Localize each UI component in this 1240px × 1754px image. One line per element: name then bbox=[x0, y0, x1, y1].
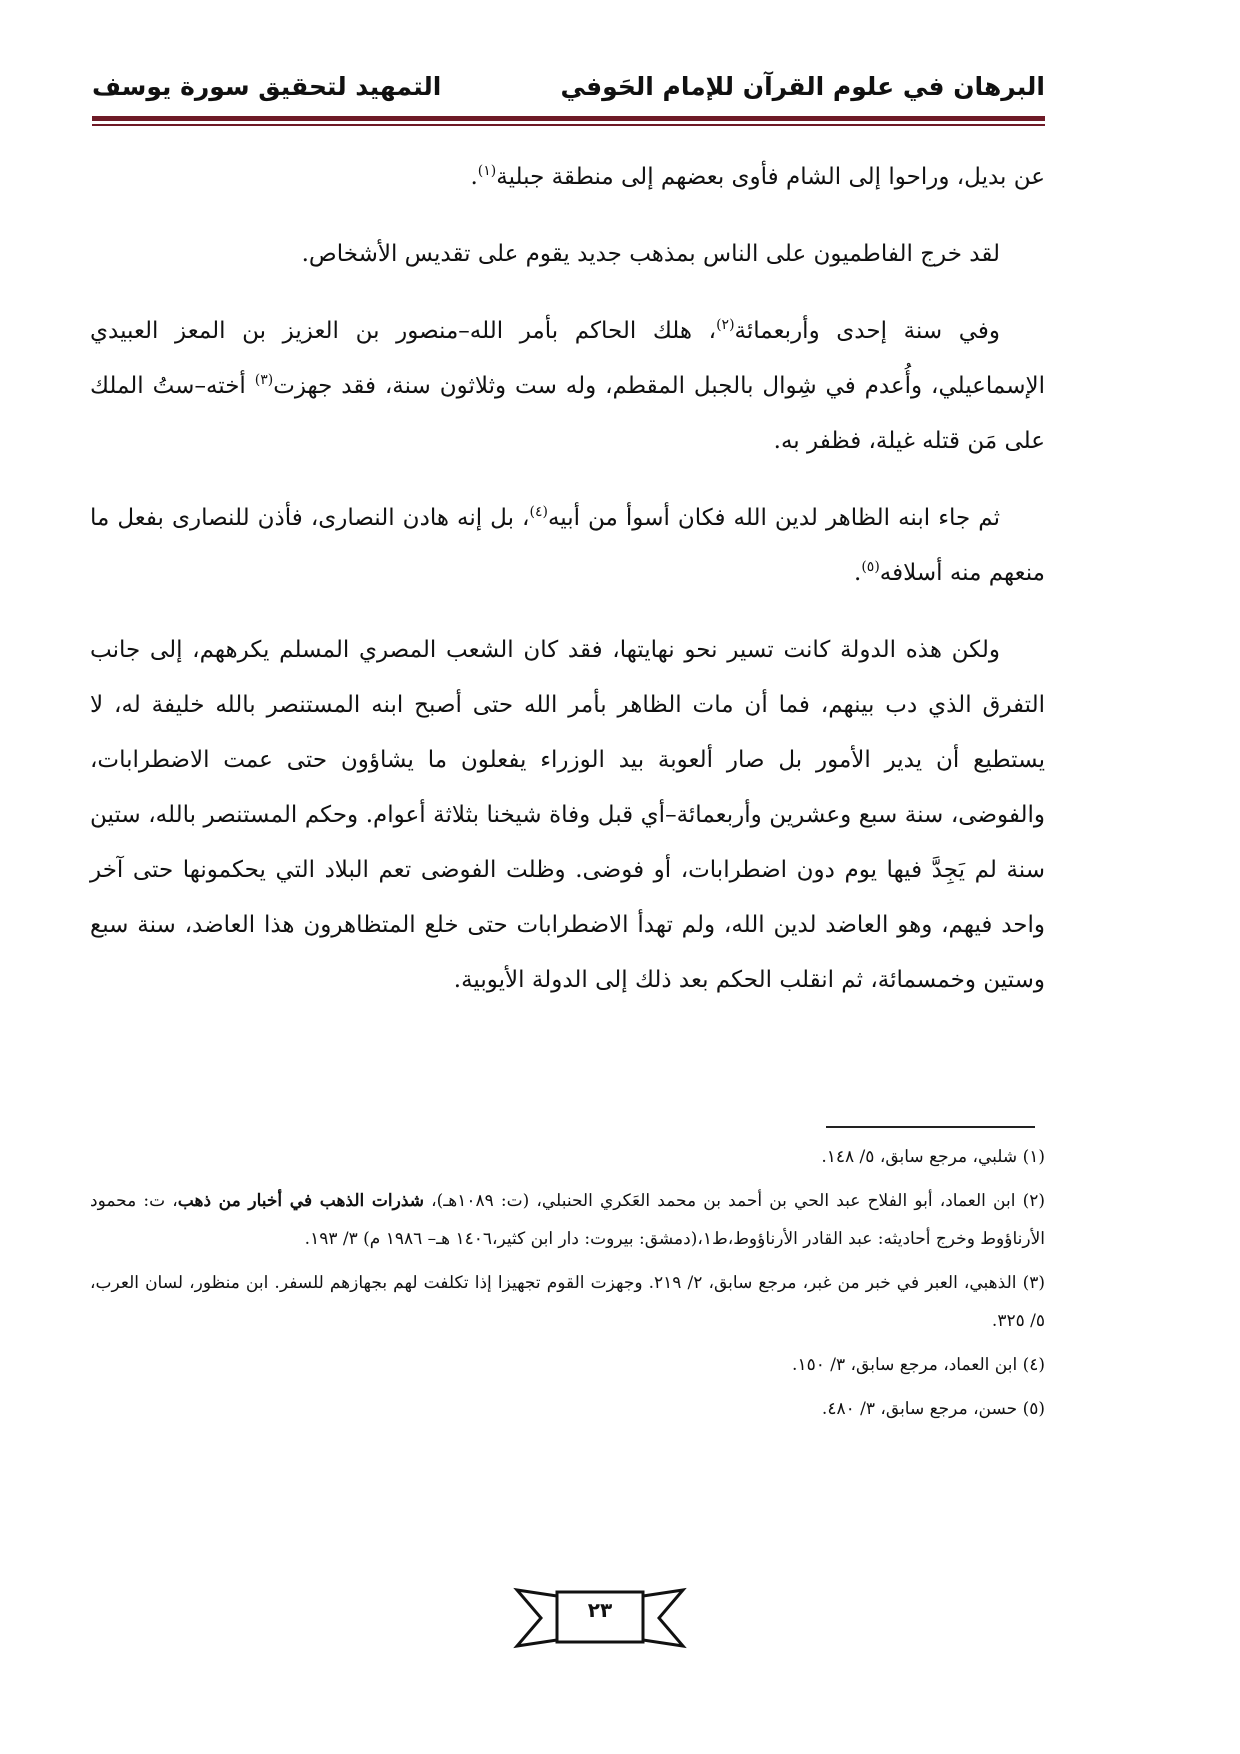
paragraph-2: لقد خرج الفاطميون على الناس بمذهب جديد يقوم على تقديس الأشخاص. bbox=[301, 241, 1000, 267]
footnote-5: (٥) حسن، مرجع سابق، ٣/ ٤٨٠. bbox=[821, 1399, 1045, 1419]
footnote-ref[interactable]: (٤) bbox=[529, 504, 548, 520]
book-title: البرهان في علوم القرآن للإمام الحَوفي bbox=[560, 72, 1045, 101]
header-rule-thin bbox=[92, 124, 1045, 126]
footnote-ref[interactable]: (٥) bbox=[861, 559, 880, 575]
paragraph-1: عن بديل، وراحوا إلى الشام فأوى بعضهم إلى منطقة جبلية$^{(١)}$. bbox=[470, 163, 1045, 190]
page-number-ornament bbox=[505, 1582, 695, 1654]
running-header bbox=[92, 70, 1045, 114]
page-number: ٢٣ bbox=[587, 1598, 613, 1622]
paragraph-4: ثم جاء ابنه الظاهر لدين الله فكان أسوأ من أبيه$^{(٤)}$، بل إنه هادن النصارى، فأذن للنصارى بفعل ما منعهم منه أسلافه$^{(٥)}$. bbox=[90, 504, 1045, 586]
footnote-ref[interactable]: (٢) bbox=[716, 317, 735, 333]
footnote-ref[interactable]: (٣) bbox=[254, 372, 274, 388]
footnote-3: (٣) الذهبي، العبر في خبر من غبر، مرجع سابق، ٢/ ٢١٩. وجهزت القوم تجهيزا إذا تكلفت لهم بجهازهم للسفر. ابن منظور، لسان العرب، ٥/ ٣٢٥. bbox=[90, 1273, 1045, 1331]
footnote-2: (٢) ابن العماد، أبو الفلاح عبد الحي بن أحمد بن محمد العَكري الحنبلي، (ت: ١٠٨٩هـ)، شذرات الذهب في أخبار من ذهب، ت: محمود الأرناؤوط وخرج أحاديثه: عبد القادر الأرناؤوط،ط١،(دمشق: بيروت: دار ابن كثير،١٤٠٦ هـ– ١٩٨٦ م) ٣/ ١٩٣. bbox=[90, 1191, 1045, 1249]
footnote-separator bbox=[826, 1126, 1035, 1128]
section-title: التمهيد لتحقيق سورة يوسف bbox=[92, 72, 442, 101]
footnote-ref[interactable]: (١) bbox=[477, 163, 497, 179]
footnote-1: (١) شلبي، مرجع سابق، ٥/ ١٤٨. bbox=[821, 1147, 1045, 1167]
main-text bbox=[90, 150, 1045, 1008]
footnotes bbox=[90, 1138, 1045, 1434]
paragraph-3: وفي سنة إحدى وأربعمائة$^{(٢)}$، هلك الحاكم بأمر الله–منصور بن العزيز بن المعز العبيدي الإسماعيلي، وأُعدم في شِوال بالجبل المقطم، وله ست وثلاثون سنة، فقد جهزت$^{(٣)}$ أخته–ستُ الملك على مَن قتله غيلة، فظفر به. bbox=[90, 317, 1045, 454]
paragraph-5: ولكن هذه الدولة كانت تسير نحو نهايتها، فقد كان الشعب المصري المسلم يكرههم، إلى جانب التفرق الذي دب بينهم، فما أن مات الظاهر بأمر الله حتى أصبح ابنه المستنصر بالله خليفة له، لا يستطيع أن يدير الأمور بل صار ألعوبة بيد الوزراء يفعلون ما يشاؤون حتى عمت الاضطرابات، والفوضى، سنة سبع وعشرين وأربعمائة–أي قبل وفاة شيخنا بثلاثة أعوام. وحكم المستنصر بالله، ستين سنة لم يَجِدَّ فيها يوم دون اضطرابات، أو فوضى. وظلت الفوضى تعم البلاد التي يحكمونها حتى آخر واحد فيهم، وهو العاضد لدين الله، ولم تهدأ الاضطرابات حتى خلع المتظاهرون هذا العاضد، سنة سبع وستين وخمسمائة، ثم انقلب الحكم بعد ذلك إلى الدولة الأيوبية. bbox=[90, 637, 1045, 993]
book-title-bold: شذرات الذهب في أخبار من ذهب bbox=[177, 1191, 424, 1211]
footnote-4: (٤) ابن العماد، مرجع سابق، ٣/ ١٥٠. bbox=[792, 1355, 1045, 1375]
header-rule-thick bbox=[92, 116, 1045, 121]
